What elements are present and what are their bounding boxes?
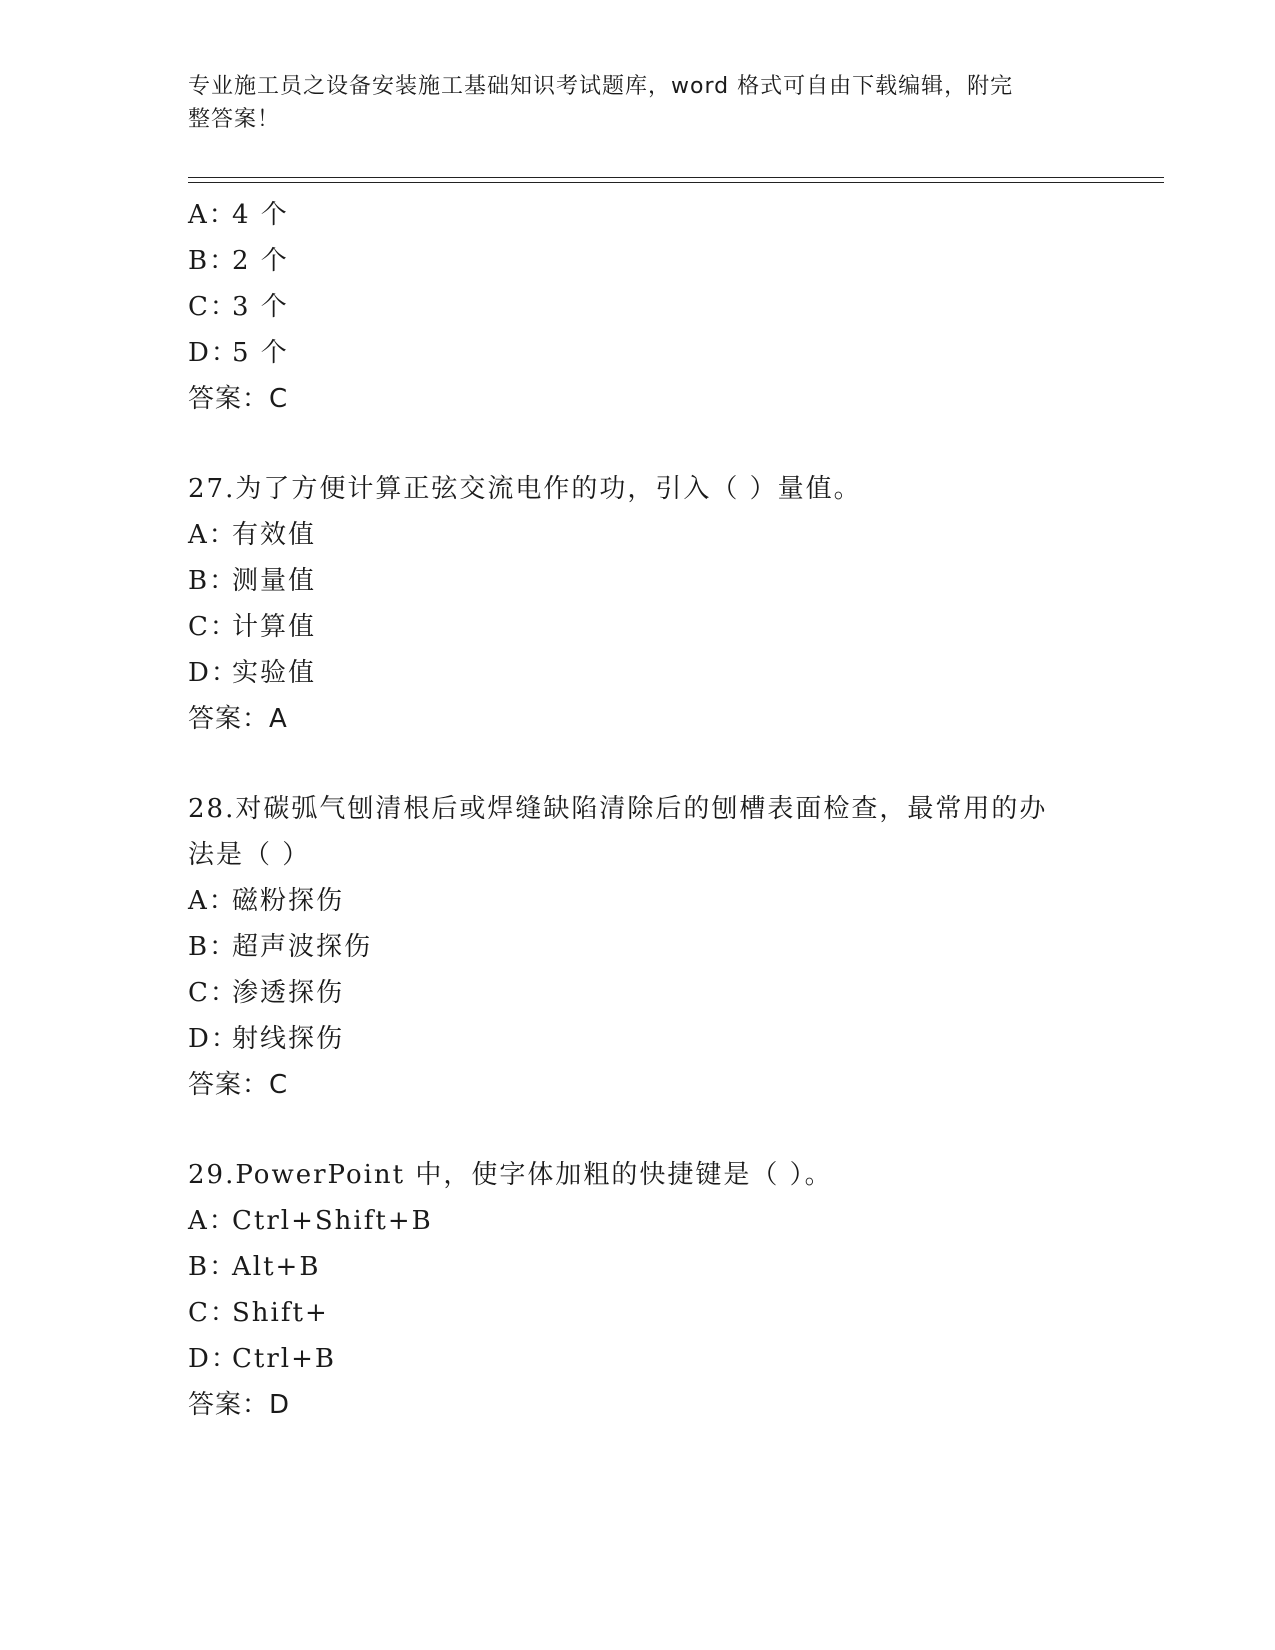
option-text: Shift+ bbox=[232, 1298, 329, 1328]
answer: 答案：A bbox=[188, 704, 288, 734]
option-a bbox=[188, 512, 1088, 558]
option-d bbox=[188, 1336, 1088, 1382]
option-text: 超声波探伤 bbox=[232, 932, 373, 962]
option-text: 计算值 bbox=[232, 612, 317, 642]
option-text: 射线探伤 bbox=[232, 1024, 345, 1054]
option-c bbox=[188, 604, 1088, 650]
header-divider-bottom bbox=[188, 182, 1164, 183]
option-label: D： bbox=[188, 338, 239, 368]
option-text: 5 个 bbox=[232, 338, 289, 368]
option-label: C： bbox=[188, 1298, 238, 1328]
option-label: C： bbox=[188, 978, 238, 1008]
option-label: D： bbox=[188, 1344, 239, 1374]
option-label: A： bbox=[188, 520, 237, 550]
option-text: 磁粉探伤 bbox=[232, 886, 345, 916]
option-label: B： bbox=[188, 1252, 238, 1282]
option-label: A： bbox=[188, 200, 237, 230]
question-list bbox=[188, 192, 1088, 1428]
header-divider-top bbox=[188, 177, 1164, 178]
option-text: Alt+B bbox=[232, 1252, 321, 1282]
option-label: D： bbox=[188, 1024, 239, 1054]
option-label: A： bbox=[188, 886, 237, 916]
question-text-line-1: 28.对碳弧气刨清根后或焊缝缺陷清除后的刨槽表面检查，最常用的办 bbox=[188, 794, 1048, 824]
option-text: 测量值 bbox=[232, 566, 317, 596]
option-d bbox=[188, 650, 1088, 696]
question-26-continued bbox=[188, 192, 1088, 422]
header-line-1: 专业施工员之设备安装施工基础知识考试题库，word 格式可自由下载编辑，附完 bbox=[188, 74, 1014, 99]
option-label: C： bbox=[188, 292, 238, 322]
page-header bbox=[188, 70, 1088, 136]
option-text: 3 个 bbox=[232, 292, 289, 322]
answer: 答案：C bbox=[188, 1070, 289, 1100]
option-b bbox=[188, 924, 1088, 970]
option-text: Ctrl+Shift+B bbox=[232, 1206, 433, 1236]
option-d bbox=[188, 1016, 1088, 1062]
option-label: B： bbox=[188, 932, 238, 962]
option-d bbox=[188, 330, 1088, 376]
question-text: 27.为了方便计算正弦交流电作的功，引入（ ）量值。 bbox=[188, 474, 862, 504]
option-b bbox=[188, 238, 1088, 284]
option-b bbox=[188, 558, 1088, 604]
option-label: B： bbox=[188, 566, 238, 596]
option-c bbox=[188, 1290, 1088, 1336]
answer: 答案：C bbox=[188, 384, 289, 414]
option-label: C： bbox=[188, 612, 238, 642]
option-text: 实验值 bbox=[232, 658, 317, 688]
question-29 bbox=[188, 1152, 1088, 1428]
question-text-line-2: 法是（ ） bbox=[188, 840, 311, 870]
option-a bbox=[188, 1198, 1088, 1244]
option-text: 2 个 bbox=[232, 246, 289, 276]
option-label: A： bbox=[188, 1206, 237, 1236]
question-27 bbox=[188, 466, 1088, 742]
option-c bbox=[188, 284, 1088, 330]
option-label: D： bbox=[188, 658, 239, 688]
question-text: 29.PowerPoint 中，使字体加粗的快捷键是（ ）。 bbox=[188, 1160, 833, 1190]
option-text: 渗透探伤 bbox=[232, 978, 345, 1008]
question-28 bbox=[188, 786, 1088, 1108]
option-text: Ctrl+B bbox=[232, 1344, 336, 1374]
option-text: 4 个 bbox=[232, 200, 289, 230]
answer: 答案：D bbox=[188, 1390, 291, 1420]
header-line-2: 整答案！ bbox=[188, 107, 281, 132]
option-c bbox=[188, 970, 1088, 1016]
option-a bbox=[188, 192, 1088, 238]
option-b bbox=[188, 1244, 1088, 1290]
option-text: 有效值 bbox=[232, 520, 317, 550]
option-a bbox=[188, 878, 1088, 924]
option-label: B： bbox=[188, 246, 238, 276]
